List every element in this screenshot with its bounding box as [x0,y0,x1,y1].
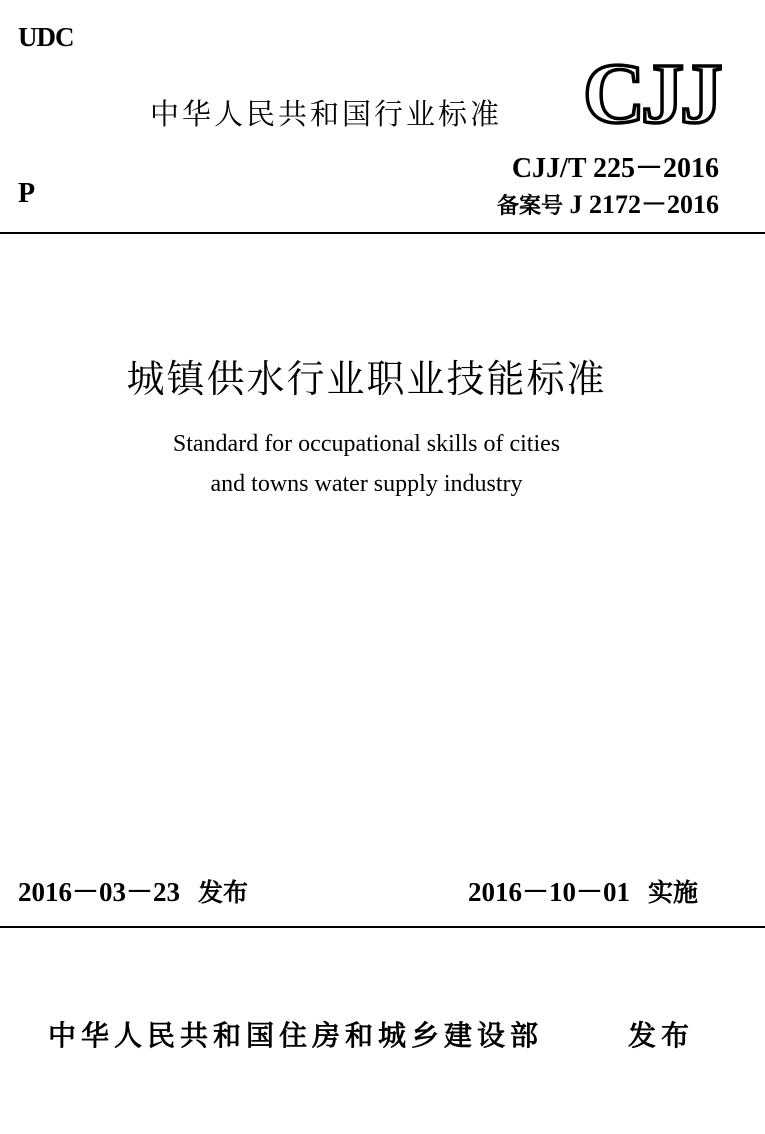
top-divider [0,232,765,234]
record-label: 备案号 [496,194,563,219]
title-chinese: 城镇供水行业职业技能标准 [126,357,607,401]
standard-type: 中华人民共和国行业标准 [150,97,503,131]
record-number-line [497,184,719,221]
logo-text: CJJ [582,50,720,130]
issuer-action: 发布 [628,1019,695,1052]
title-english [0,424,733,504]
title-english-line2: and towns water supply industry [210,471,523,497]
title-english-line1: Standard for occupational skills of cities [172,431,561,457]
standard-number: CJJ/T 225－2016 [511,153,719,184]
classification-code: P [18,178,36,209]
implement-label: 实施 [648,878,699,907]
implement-date: 2016－10－01 [468,877,630,907]
implement-date-line [468,870,698,909]
publish-label: 发布 [198,878,249,907]
publish-date-line [18,870,248,909]
udc-label: UDC [18,22,74,52]
bottom-divider [0,926,765,928]
issuer-name: 中华人民共和国住房和城乡建设部 [48,1019,544,1052]
publish-date: 2016－03－23 [18,877,180,907]
cjj-logo [580,50,722,130]
record-number: J 2172－2016 [569,190,719,219]
